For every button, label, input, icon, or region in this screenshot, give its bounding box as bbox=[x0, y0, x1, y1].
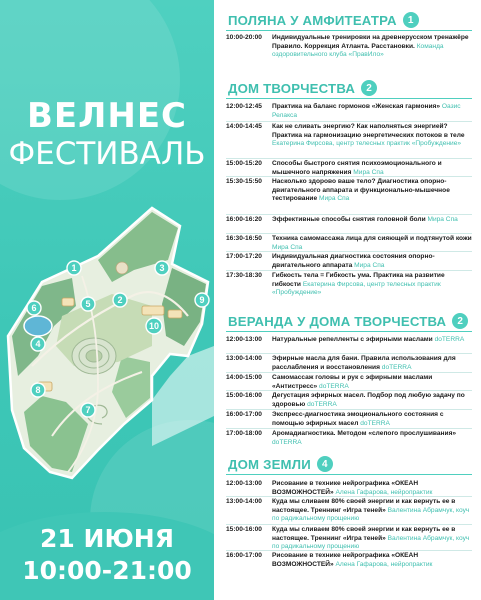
event-description bbox=[272, 253, 474, 270]
row-divider bbox=[226, 214, 472, 215]
event-title: Индивидуальные тренировки на древнерусском тренажёре Правило. Коррекция Атланта. Расстановки. bbox=[272, 34, 469, 50]
event-description bbox=[272, 480, 474, 497]
event-time: 10:00-20:00 bbox=[226, 34, 262, 41]
schedule-row bbox=[226, 103, 476, 120]
map-number-badge: 2 bbox=[361, 80, 377, 96]
svg-text:7: 7 bbox=[85, 405, 91, 415]
schedule-row bbox=[226, 498, 476, 524]
event-time: 15:00-15:20 bbox=[226, 160, 262, 167]
event-time: 13:00-14:00 bbox=[226, 498, 262, 505]
section-heading bbox=[214, 456, 481, 472]
map-marker-5 bbox=[81, 297, 95, 311]
event-description bbox=[272, 498, 474, 524]
event-organizer: Оазис Релакса bbox=[272, 103, 461, 119]
event-organizer: Екатерина Фирсова, центр телесных практик «Пробуждение» bbox=[272, 140, 462, 148]
event-time: 16:00-16:20 bbox=[226, 216, 262, 223]
event-title: Рисование в технике нейрографика «ОКЕАН ВОЗМОЖНОСТЕЙ» bbox=[272, 480, 419, 496]
row-divider bbox=[226, 176, 472, 177]
festival-date: 21 ИЮНЯ bbox=[40, 524, 174, 553]
event-time: 14:00-14:45 bbox=[226, 123, 262, 130]
event-organizer: Мира Спа bbox=[427, 216, 458, 223]
schedule-row bbox=[226, 253, 476, 270]
event-time: 15:00-16:00 bbox=[226, 526, 262, 533]
section-divider bbox=[226, 30, 472, 31]
event-title: Натуральные репелленты с эфирными маслами bbox=[272, 336, 433, 343]
event-title: Куда мы сливаем 80% своей энергии и как вернуть ее в настоящее. Треннинг «Игра теней» bbox=[272, 498, 456, 514]
schedule-row bbox=[226, 123, 476, 149]
svg-text:4: 4 bbox=[35, 339, 41, 349]
event-description bbox=[272, 392, 474, 409]
event-title: Способы быстрого снятия психоэмоционального и мышечного напряжения bbox=[272, 160, 442, 176]
map-marker-4 bbox=[31, 337, 45, 351]
event-time: 17:30-18:30 bbox=[226, 272, 262, 279]
schedule-panel bbox=[214, 0, 481, 600]
map-marker-6 bbox=[27, 301, 41, 315]
event-description bbox=[272, 374, 474, 391]
map-marker-3 bbox=[155, 261, 169, 275]
svg-text:3: 3 bbox=[159, 263, 165, 273]
event-organizer: doTERRA bbox=[360, 419, 390, 427]
row-divider bbox=[226, 158, 472, 159]
event-organizer: Алена Гафарова, нейропрактик bbox=[335, 488, 433, 496]
event-title: Индивидуальная диагностика состояния опорно-двигательного аппарата bbox=[272, 253, 435, 269]
event-description bbox=[272, 160, 474, 177]
event-organizer: doTERRA bbox=[307, 400, 337, 408]
schedule-row bbox=[226, 374, 476, 391]
event-organizer: Мира Спа bbox=[272, 243, 303, 251]
row-divider bbox=[226, 409, 472, 410]
schedule-row bbox=[226, 552, 476, 569]
section-title: ПОЛЯНА У АМФИТЕАТРА bbox=[228, 12, 397, 28]
row-divider bbox=[226, 550, 472, 551]
schedule-row bbox=[226, 411, 476, 428]
event-time: 16:00-17:00 bbox=[226, 411, 262, 418]
event-time: 16:30-16:50 bbox=[226, 235, 262, 242]
section-heading bbox=[214, 80, 481, 96]
event-organizer: doTERRA bbox=[381, 363, 412, 371]
event-description bbox=[272, 178, 474, 204]
schedule-row bbox=[226, 336, 476, 345]
schedule-row bbox=[226, 178, 476, 204]
event-organizer: Екатерина Фирсова, центр телесных практик «Пробуждение» bbox=[272, 280, 441, 297]
section-divider bbox=[226, 331, 472, 332]
event-organizer: Алена Гафарова, нейропрактик bbox=[335, 560, 433, 568]
map-marker-9 bbox=[195, 293, 209, 307]
event-description bbox=[272, 355, 474, 372]
map-marker-1 bbox=[67, 261, 81, 275]
event-description bbox=[272, 123, 474, 149]
event-organizer: doTERRA bbox=[319, 382, 349, 390]
svg-text:1: 1 bbox=[71, 263, 77, 273]
poster-panel bbox=[0, 0, 214, 600]
event-organizer: Валентина Абрамчук, коуч по радикальному прощению bbox=[272, 506, 470, 523]
event-description bbox=[272, 411, 474, 428]
row-divider bbox=[226, 121, 472, 122]
row-divider bbox=[226, 428, 472, 429]
schedule-row bbox=[226, 430, 476, 447]
svg-text:2: 2 bbox=[117, 295, 123, 305]
row-divider bbox=[226, 372, 472, 373]
event-description bbox=[272, 235, 474, 252]
event-organizer: Мира Спа bbox=[354, 261, 385, 269]
section-heading bbox=[214, 313, 481, 329]
event-title: Самомассаж головы и рук с эфирными маслами «Антистресс» bbox=[272, 374, 433, 390]
event-title: Гибкость тела = Гибкость ума. Практика на развитие гибкости bbox=[272, 272, 445, 288]
schedule-row bbox=[226, 160, 476, 177]
map-marker-2 bbox=[113, 293, 127, 307]
event-title: Куда мы сливаем 80% своей энергии и как вернуть ее в настоящее. Треннинг «Игра теней» bbox=[272, 526, 456, 542]
row-divider bbox=[226, 353, 472, 354]
event-description bbox=[272, 272, 474, 298]
map-number-badge: 4 bbox=[317, 456, 333, 472]
event-description bbox=[272, 216, 474, 225]
section-heading bbox=[214, 12, 481, 28]
event-time: 14:00-15:00 bbox=[226, 374, 262, 381]
event-organizer: Валентина Абрамчук, коуч по радикальному прощению bbox=[272, 534, 470, 551]
event-time: 13:00-14:00 bbox=[226, 355, 262, 362]
event-title: Дегустация эфирных масел. Подбор под любую задачу по здоровью bbox=[272, 392, 465, 408]
schedule-row bbox=[226, 272, 476, 298]
section-divider bbox=[226, 474, 472, 475]
event-time: 12:00-13:00 bbox=[226, 480, 262, 487]
row-divider bbox=[226, 524, 472, 525]
map-number-badge: 2 bbox=[452, 313, 468, 329]
event-title: Экспресс-диагностика эмоционального состояния с помощью эфирных масел bbox=[272, 411, 444, 427]
event-description bbox=[272, 526, 474, 552]
svg-text:8: 8 bbox=[35, 385, 41, 395]
event-title: Техника самомассажа лица для сияющей и подтянутой кожи bbox=[272, 235, 472, 242]
event-organizer: Мира Спа bbox=[353, 168, 384, 176]
schedule-row bbox=[226, 480, 476, 497]
event-organizer: doTERRA bbox=[272, 438, 302, 446]
event-description bbox=[272, 34, 474, 60]
section-title: ДОМ ТВОРЧЕСТВА bbox=[228, 80, 356, 96]
event-title: Эфирные масла для бани. Правила использования для расслабления и восстановления bbox=[272, 355, 456, 371]
event-time: 16:00-17:00 bbox=[226, 552, 262, 559]
schedule-row bbox=[226, 526, 476, 552]
event-title: Насколько здорово ваше тело? Диагностика опорно-двигательного аппарата и функционально-мышечное тестирование bbox=[272, 178, 450, 203]
row-divider bbox=[226, 270, 472, 271]
event-time: 12:00-12:45 bbox=[226, 103, 262, 110]
map-marker-7 bbox=[81, 403, 95, 417]
schedule-row bbox=[226, 235, 476, 252]
svg-text:9: 9 bbox=[199, 295, 205, 305]
section-title: ВЕРАНДА У ДОМА ТВОРЧЕСТВА bbox=[228, 313, 447, 329]
event-title: Аромадиагностика. Методом «слепого прослушивания» bbox=[272, 430, 457, 437]
event-organizer: Команда оздоровительного клуба «ПравИло» bbox=[272, 42, 444, 59]
park-map bbox=[2, 186, 214, 486]
event-time: 15:00-16:00 bbox=[226, 392, 262, 399]
schedule-row bbox=[226, 34, 476, 60]
event-time: 17:00-17:20 bbox=[226, 253, 262, 260]
event-title: Практика на баланс гормонов «Женская гармония» bbox=[272, 103, 441, 110]
event-title: Как не сливать энергию? Как наполняться энергией? Практика на гармонизацию энергетических потоков в теле bbox=[272, 123, 465, 139]
row-divider bbox=[226, 390, 472, 391]
map-marker-10 bbox=[146, 318, 162, 334]
row-divider bbox=[226, 496, 472, 497]
event-organizer: doTERRA bbox=[434, 336, 465, 343]
section-title: ДОМ ЗЕМЛИ bbox=[228, 456, 311, 472]
svg-text:6: 6 bbox=[31, 303, 37, 313]
date-block bbox=[0, 496, 214, 600]
row-divider bbox=[226, 233, 472, 234]
festival-title-line1: ВЕЛНЕС bbox=[26, 96, 187, 136]
section-divider bbox=[226, 98, 472, 99]
svg-text:5: 5 bbox=[85, 299, 91, 309]
schedule-row bbox=[226, 216, 476, 225]
festival-hours: 10:00-21:00 bbox=[22, 556, 192, 585]
row-divider bbox=[226, 251, 472, 252]
event-description bbox=[272, 103, 474, 120]
festival-title-line2: ФЕСТИВАЛЬ bbox=[8, 136, 206, 172]
event-description bbox=[272, 430, 474, 447]
map-marker-8 bbox=[31, 383, 45, 397]
event-time: 17:00-18:00 bbox=[226, 430, 262, 437]
schedule-row bbox=[226, 355, 476, 372]
event-description bbox=[272, 552, 474, 569]
event-time: 12:00-13:00 bbox=[226, 336, 262, 343]
map-number-badge: 1 bbox=[403, 12, 419, 28]
event-time: 15:30-15:50 bbox=[226, 178, 262, 185]
event-title: Эффективные способы снятия головной боли bbox=[272, 216, 426, 223]
event-description bbox=[272, 336, 474, 345]
event-title: Рисование в технике нейрографика «ОКЕАН ВОЗМОЖНОСТЕЙ» bbox=[272, 552, 419, 568]
schedule-row bbox=[226, 392, 476, 409]
svg-text:10: 10 bbox=[148, 321, 160, 331]
event-organizer: Мира Спа bbox=[319, 195, 350, 203]
